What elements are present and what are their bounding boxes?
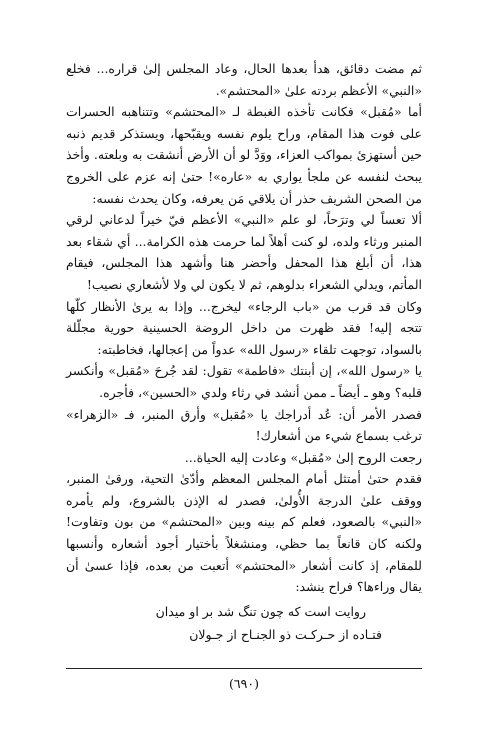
- paragraph-8: فقدم حتىٰ أمتثل أمام المجلس المعظم وأدّىٰ التحية، ورقىٰ المنبر، ووقف علىٰ الدرجة الأُولىٰ، فصدر له الإذن بالشروع، ولم يأمره «النبي» بالصعود، فعلم كم بينه وبين «المحتشم» من بون وتفاوت! ولكنه كان قانعاً بما حظي، ومنشغلاً بأختيار أجود أشعاره وأنسبها للمقام، إذ كانت أشعار «المحتشم» أتعبت من بعده، فإذا عسىٰ أن يقال وراءها؟ فراح ينشد:: [66, 471, 422, 595]
- footer-rule: [66, 668, 422, 669]
- paragraph-7: رجعت الروح إلىٰ «مُقبل» وعادت إليه الحياة...: [184, 449, 422, 465]
- page-number: (٦٩٠): [229, 676, 259, 691]
- paragraph-5: يا «رسول الله»، إن أبنتك «فاطمة» تقول: لقد جُرحَ «مُقبل» وأنكسر قلبه؟ وهو ـ أيضاً ـ ممن أنشد في رثاء ولدي «الحسين»، فأجره.: [66, 363, 422, 400]
- paragraph-4: وكان قد قرب من «باب الرجاء» ليخرج... وإذا به يرىٰ الأنظار كلّها تتجه إليه! فقد ظهرت من داخل الروضة الحسينية حورية مجلّلة بالسواد، توجهت تلقاء «رسول الله» عدواً من إعجالها، فخاطبته:: [66, 298, 422, 357]
- persian-verse: [66, 600, 422, 646]
- page-body: [66, 58, 422, 646]
- paragraph-2: أما «مُقبل» فكانت تأخذه الغبطة لـ «المحتشم» وتتناهبه الحسرات على فوت هذا المقام، وراح يلوم نفسه ويقبّحها، ويستذكر قديم ذنبه حين أستهزئ بمواكب العزاء، ووَدَّ لو أن الأرض أنشقت به وبلعته. وأخذ يبحث لنفسه عن ملجأ يواري به «عاره»! حتىٰ إنه عزم على الخروج من الصحن الشريف حذر أن يلاقي مَن يعرفه، وكان يحدث نفسه:: [66, 104, 422, 206]
- paragraph-3: ألا تعساً لي وترَحاً، لو علم «النبي» الأعظم فيّ خيراً لدعاني لرقي المنبر ورثاء ولده، لو كنت أهلاً لما حرمت هذه الكرامة... أي شقاء بعد هذا، أن أبلغ هذا المحفل وأحضر هنا وأشهد هذا المجلس، فيقام المأتم، ويدلي الشعراء بدلوهم، ثم لا يكون لي ولا لأشعاري نصيب!: [66, 212, 422, 292]
- paragraph-1: ثم مضت دقائق، هدأ بعدها الحال، وعاد المجلس إلىٰ قراره... فخلع «النبي» الأعظم بردته علىٰ «المحتشم».: [66, 61, 422, 98]
- paragraph-6: فصدر الأمر أن: عُد أدراجك يا «مُقبل» وأرق المنبر، فـ «الزهراء» ترغب بسماع شيء من أشعارك!: [66, 406, 422, 444]
- verse-line-2: فتـاده از حـركـت ذو الجنـاح از جـولان: [189, 626, 382, 642]
- verse-line-1: روايت است كه چون تنگ شد بر او ميدان: [155, 603, 366, 619]
